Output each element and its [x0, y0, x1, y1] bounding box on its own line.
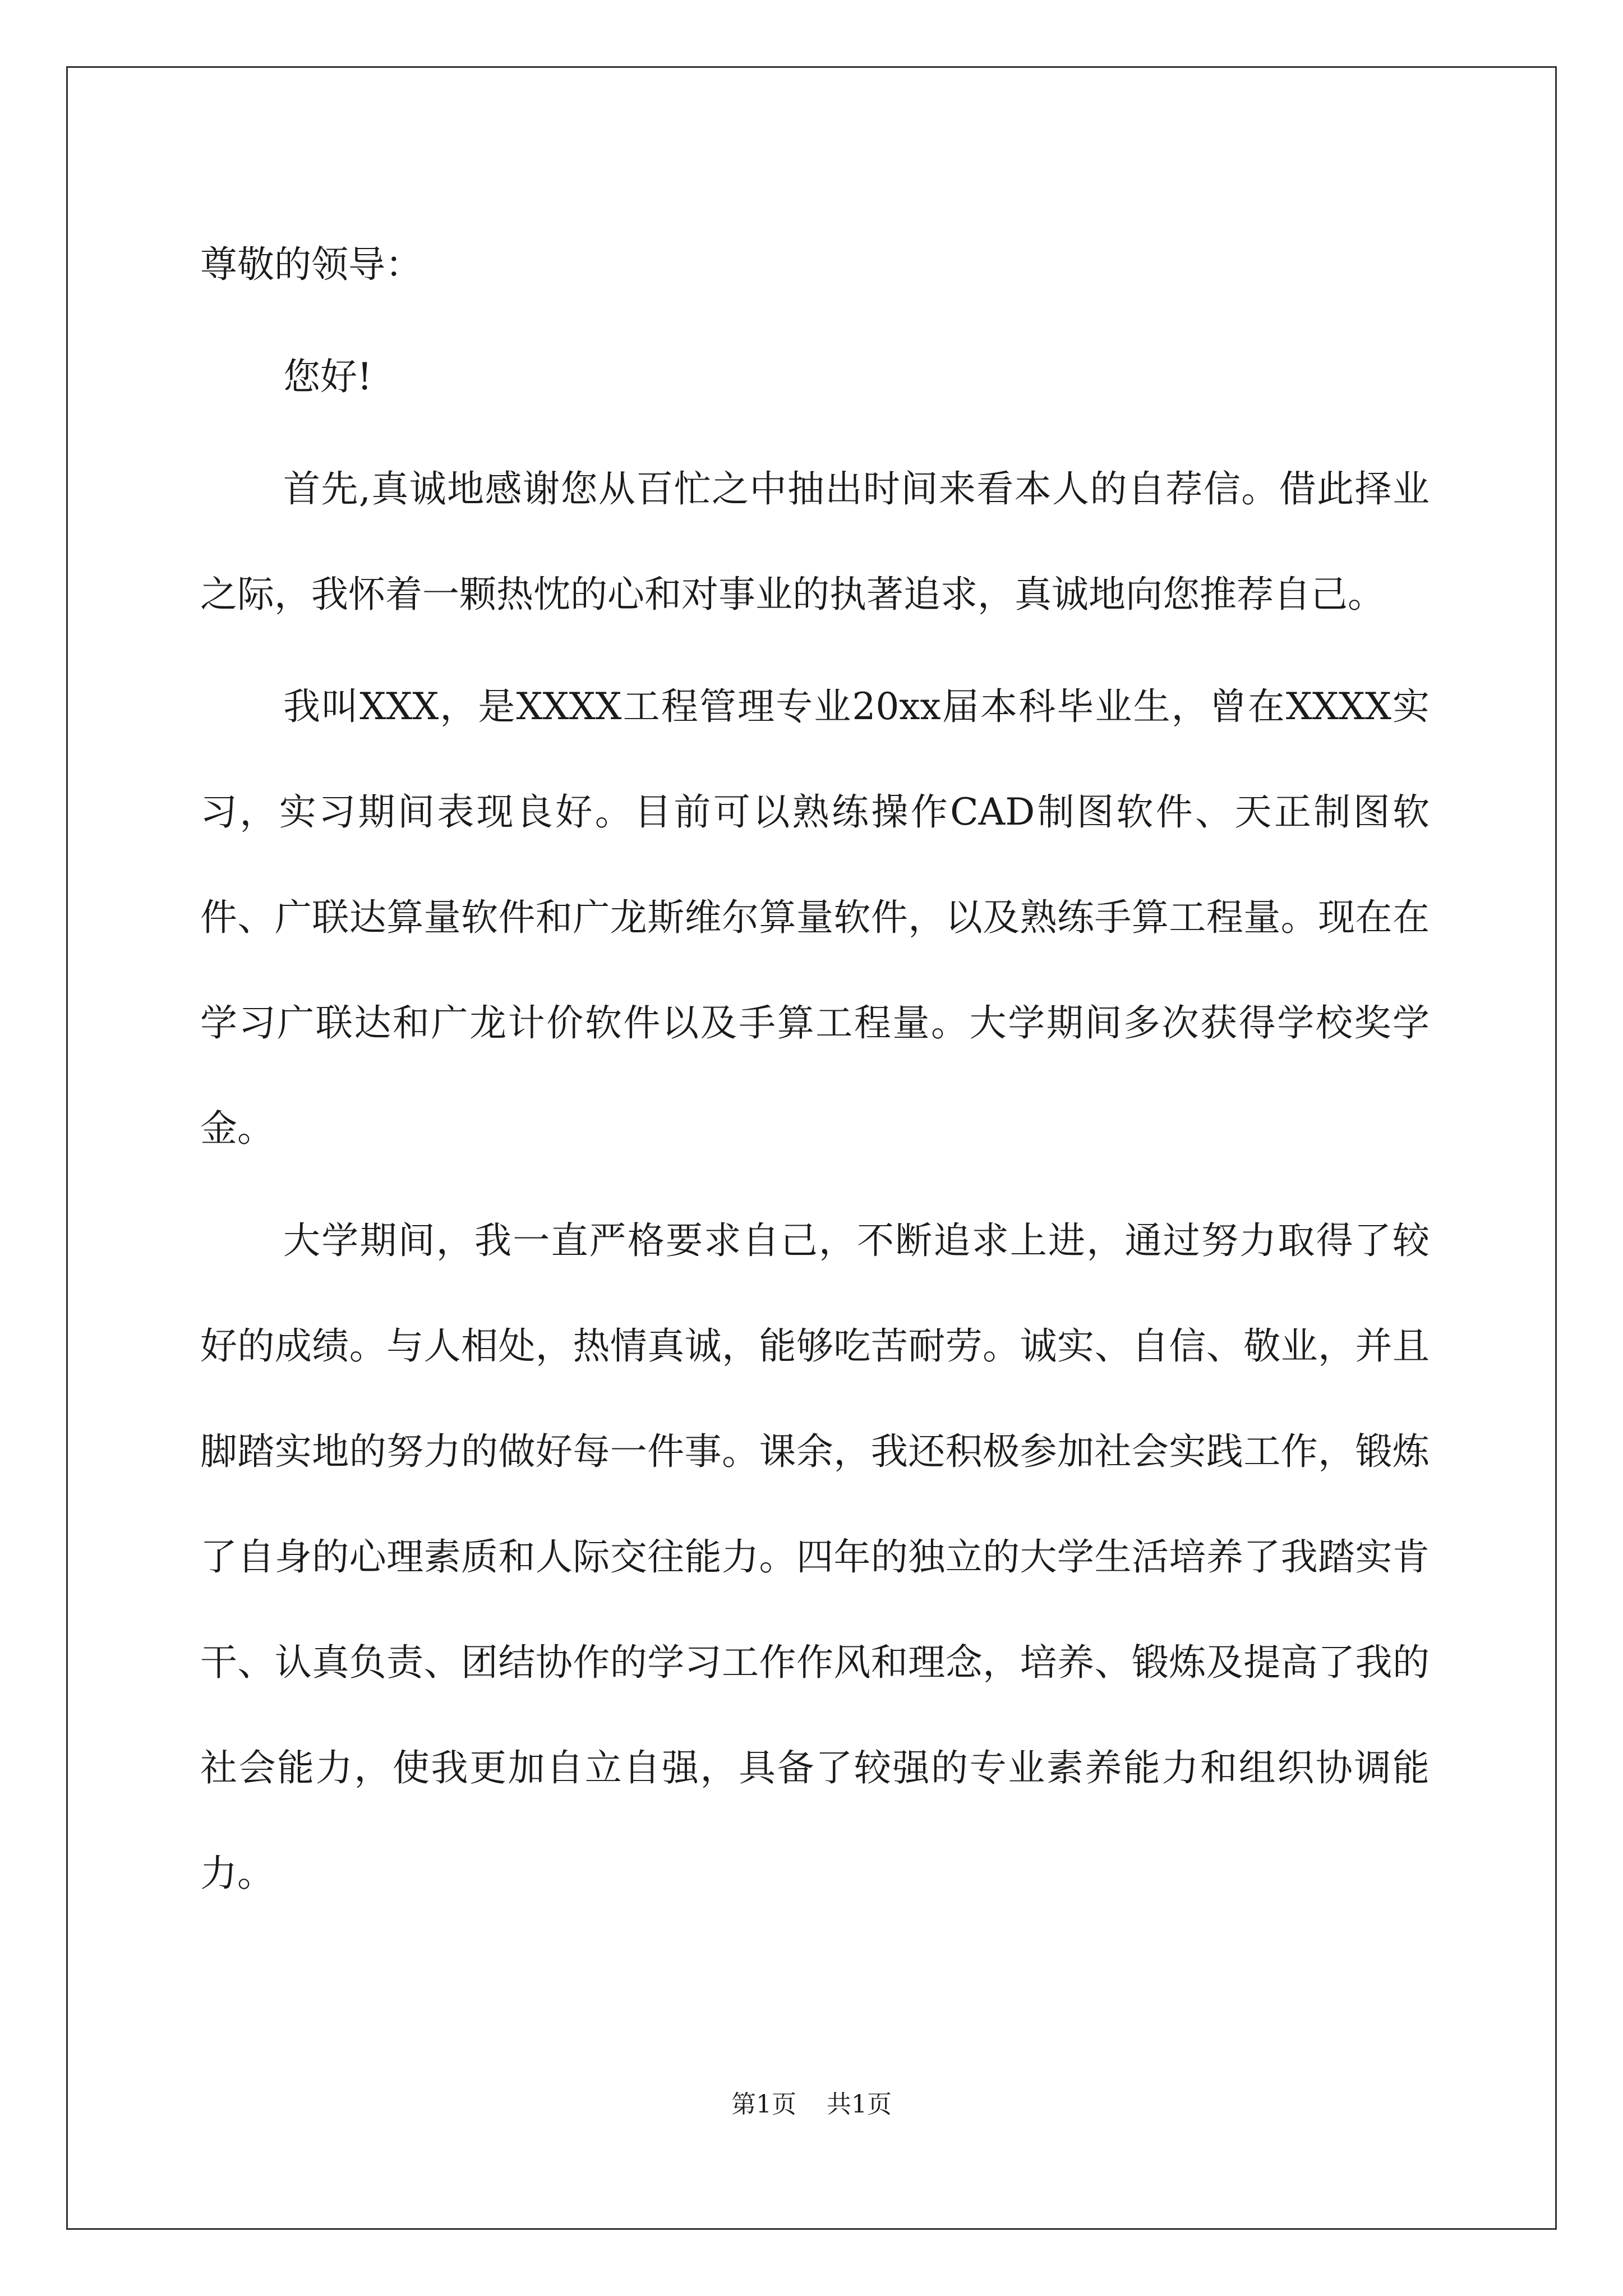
- letter-body: [200, 212, 1430, 1926]
- paragraph-university: 大学期间，我一直严格要求自己，不断追求上进，通过努力取得了较好的成绩。与人相处，热情真诚，能够吃苦耐劳。诚实、自信、敬业，并且脚踏实地的努力的做好每一件事。课余，我还积极参加社会实践工作，锻炼了自身的心理素质和人际交往能力。四年的独立的大学生活培养了我踏实肯干、认真负责、团结协作的学习工作作风和理念，培养、锻炼及提高了我的社会能力，使我更加自立自强，具备了较强的专业素养能力和组织协调能力。: [200, 1219, 1430, 1895]
- paragraph-intro: 首先,真诚地感谢您从百忙之中抽出时间来看本人的自荐信。借此择业之际，我怀着一颗热忱的心和对事业的执著追求，真诚地向您推荐自己。: [200, 467, 1430, 616]
- page-number-current: 第1页: [731, 2090, 796, 2119]
- greeting: 您好!: [283, 355, 372, 398]
- page-number-total: 共1页: [827, 2090, 892, 2119]
- salutation: 尊敬的领导：: [200, 243, 422, 286]
- paragraph-background: 我叫XXX，是XXXX工程管理专业20xx届本科毕业生，曾在XXXX实习，实习期间表现良好。目前可以熟练操作CAD制图软件、天正制图软件、广联达算量软件和广龙斯维尔算量软件，以及熟练手算工程量。现在在学习广联达和广龙计价软件以及手算工程量。大学期间多次获得学校奖学金。: [200, 685, 1430, 1150]
- page-footer: [0, 2088, 1623, 2122]
